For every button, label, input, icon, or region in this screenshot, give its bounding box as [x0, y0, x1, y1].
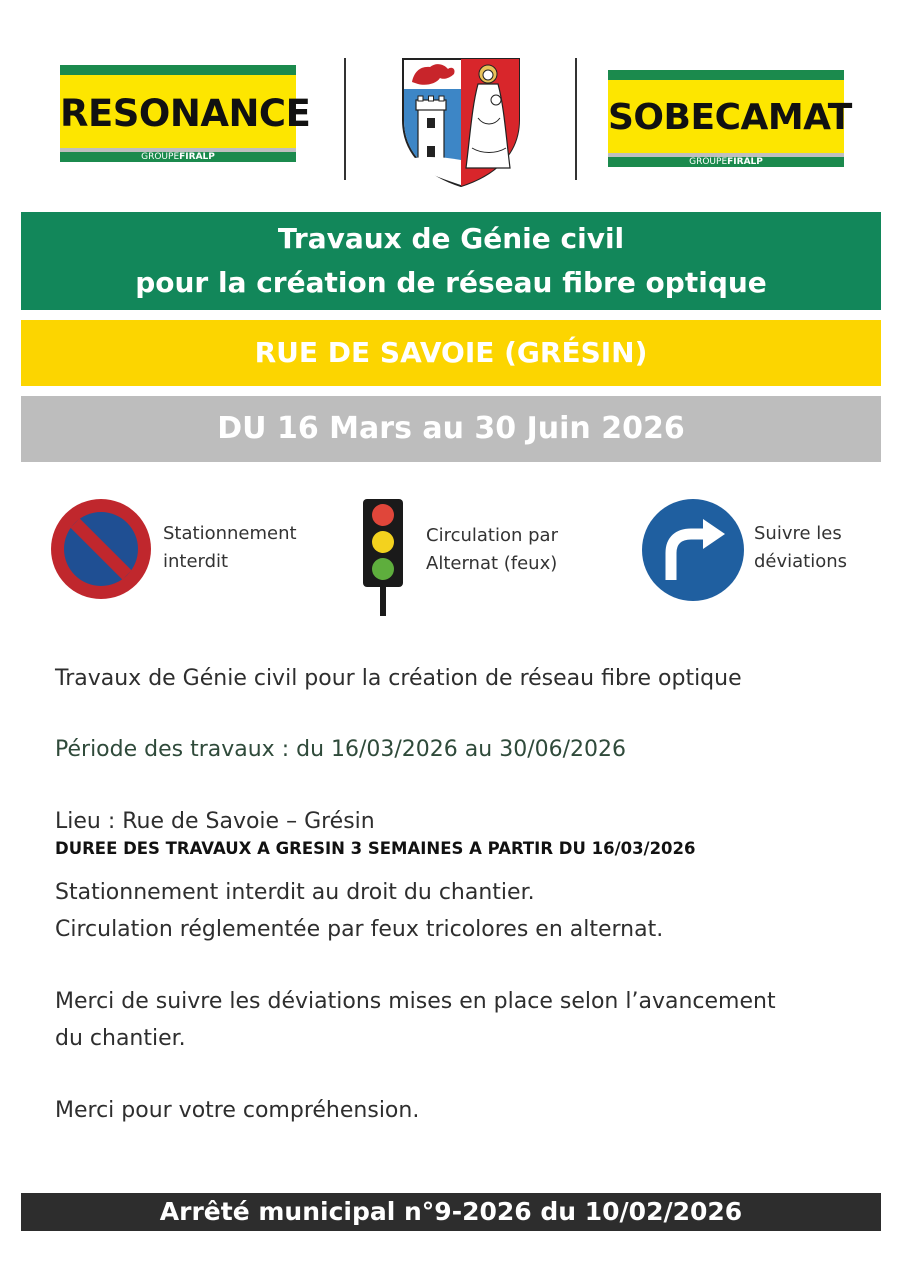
sign-label-parking-line2: interdit [163, 551, 229, 572]
logo-resonance-group-prefix: GROUPE [141, 152, 180, 162]
traffic-regulation-text: Circulation réglementée par feux tricolores en alternat. [55, 917, 664, 942]
logo-resonance [60, 65, 311, 162]
thanks-text: Merci pour votre compréhension. [55, 1098, 420, 1123]
sign-label-detour [754, 520, 847, 576]
coat-of-arms-icon [400, 56, 522, 188]
arrete-banner: Arrêté municipal n°9-2026 du 10/02/2026 [21, 1193, 881, 1231]
title-line-2: pour la création de réseau fibre optique [135, 266, 767, 299]
title-line-1: Travaux de Génie civil [277, 222, 625, 255]
logo-resonance-group-suffix: FIRALP [179, 152, 215, 162]
sign-label-detour-line1: Suivre les [754, 523, 842, 544]
logo-sobecamat-group [608, 157, 844, 167]
logo-sobecamat [608, 70, 852, 167]
logo-resonance-name: RESONANCE [60, 92, 311, 135]
header-divider-right [575, 58, 577, 180]
sign-label-lights [426, 522, 558, 578]
traffic-light-icon [362, 498, 404, 616]
turn-right-icon [641, 498, 745, 602]
header-divider-left [344, 58, 346, 180]
no-parking-icon [50, 498, 152, 600]
sign-label-lights-line1: Circulation par [426, 525, 558, 546]
intro-text: Travaux de Génie civil pour la création de réseau fibre optique [55, 666, 742, 691]
location-text: Lieu : Rue de Savoie – Grésin [55, 809, 375, 834]
sign-label-lights-line2: Alternat (feux) [426, 553, 558, 574]
sign-label-parking [163, 520, 297, 576]
title-banner [21, 212, 881, 310]
logo-sobecamat-group-suffix: FIRALP [727, 157, 763, 167]
detour-request-line2: du chantier. [55, 1026, 186, 1051]
detour-request-text [55, 983, 855, 1057]
detour-request-line1: Merci de suivre les déviations mises en place selon l’avancement [55, 989, 776, 1014]
logo-sobecamat-group-prefix: GROUPE [689, 157, 728, 167]
street-banner: RUE DE SAVOIE (GRÉSIN) [21, 320, 881, 386]
logo-sobecamat-name: SOBECAMAT [608, 97, 852, 138]
sign-label-detour-line2: déviations [754, 551, 848, 572]
duration-text: DUREE DES TRAVAUX A GRESIN 3 SEMAINES A PARTIR DU 16/03/2026 [55, 839, 696, 858]
sign-label-parking-line1: Stationnement [163, 523, 297, 544]
period-text: Période des travaux : du 16/03/2026 au 30/06/2026 [55, 737, 627, 762]
parking-restriction-text: Stationnement interdit au droit du chantier. [55, 880, 535, 905]
dates-banner: DU 16 Mars au 30 Juin 2026 [21, 396, 881, 462]
logo-resonance-group [60, 152, 296, 162]
